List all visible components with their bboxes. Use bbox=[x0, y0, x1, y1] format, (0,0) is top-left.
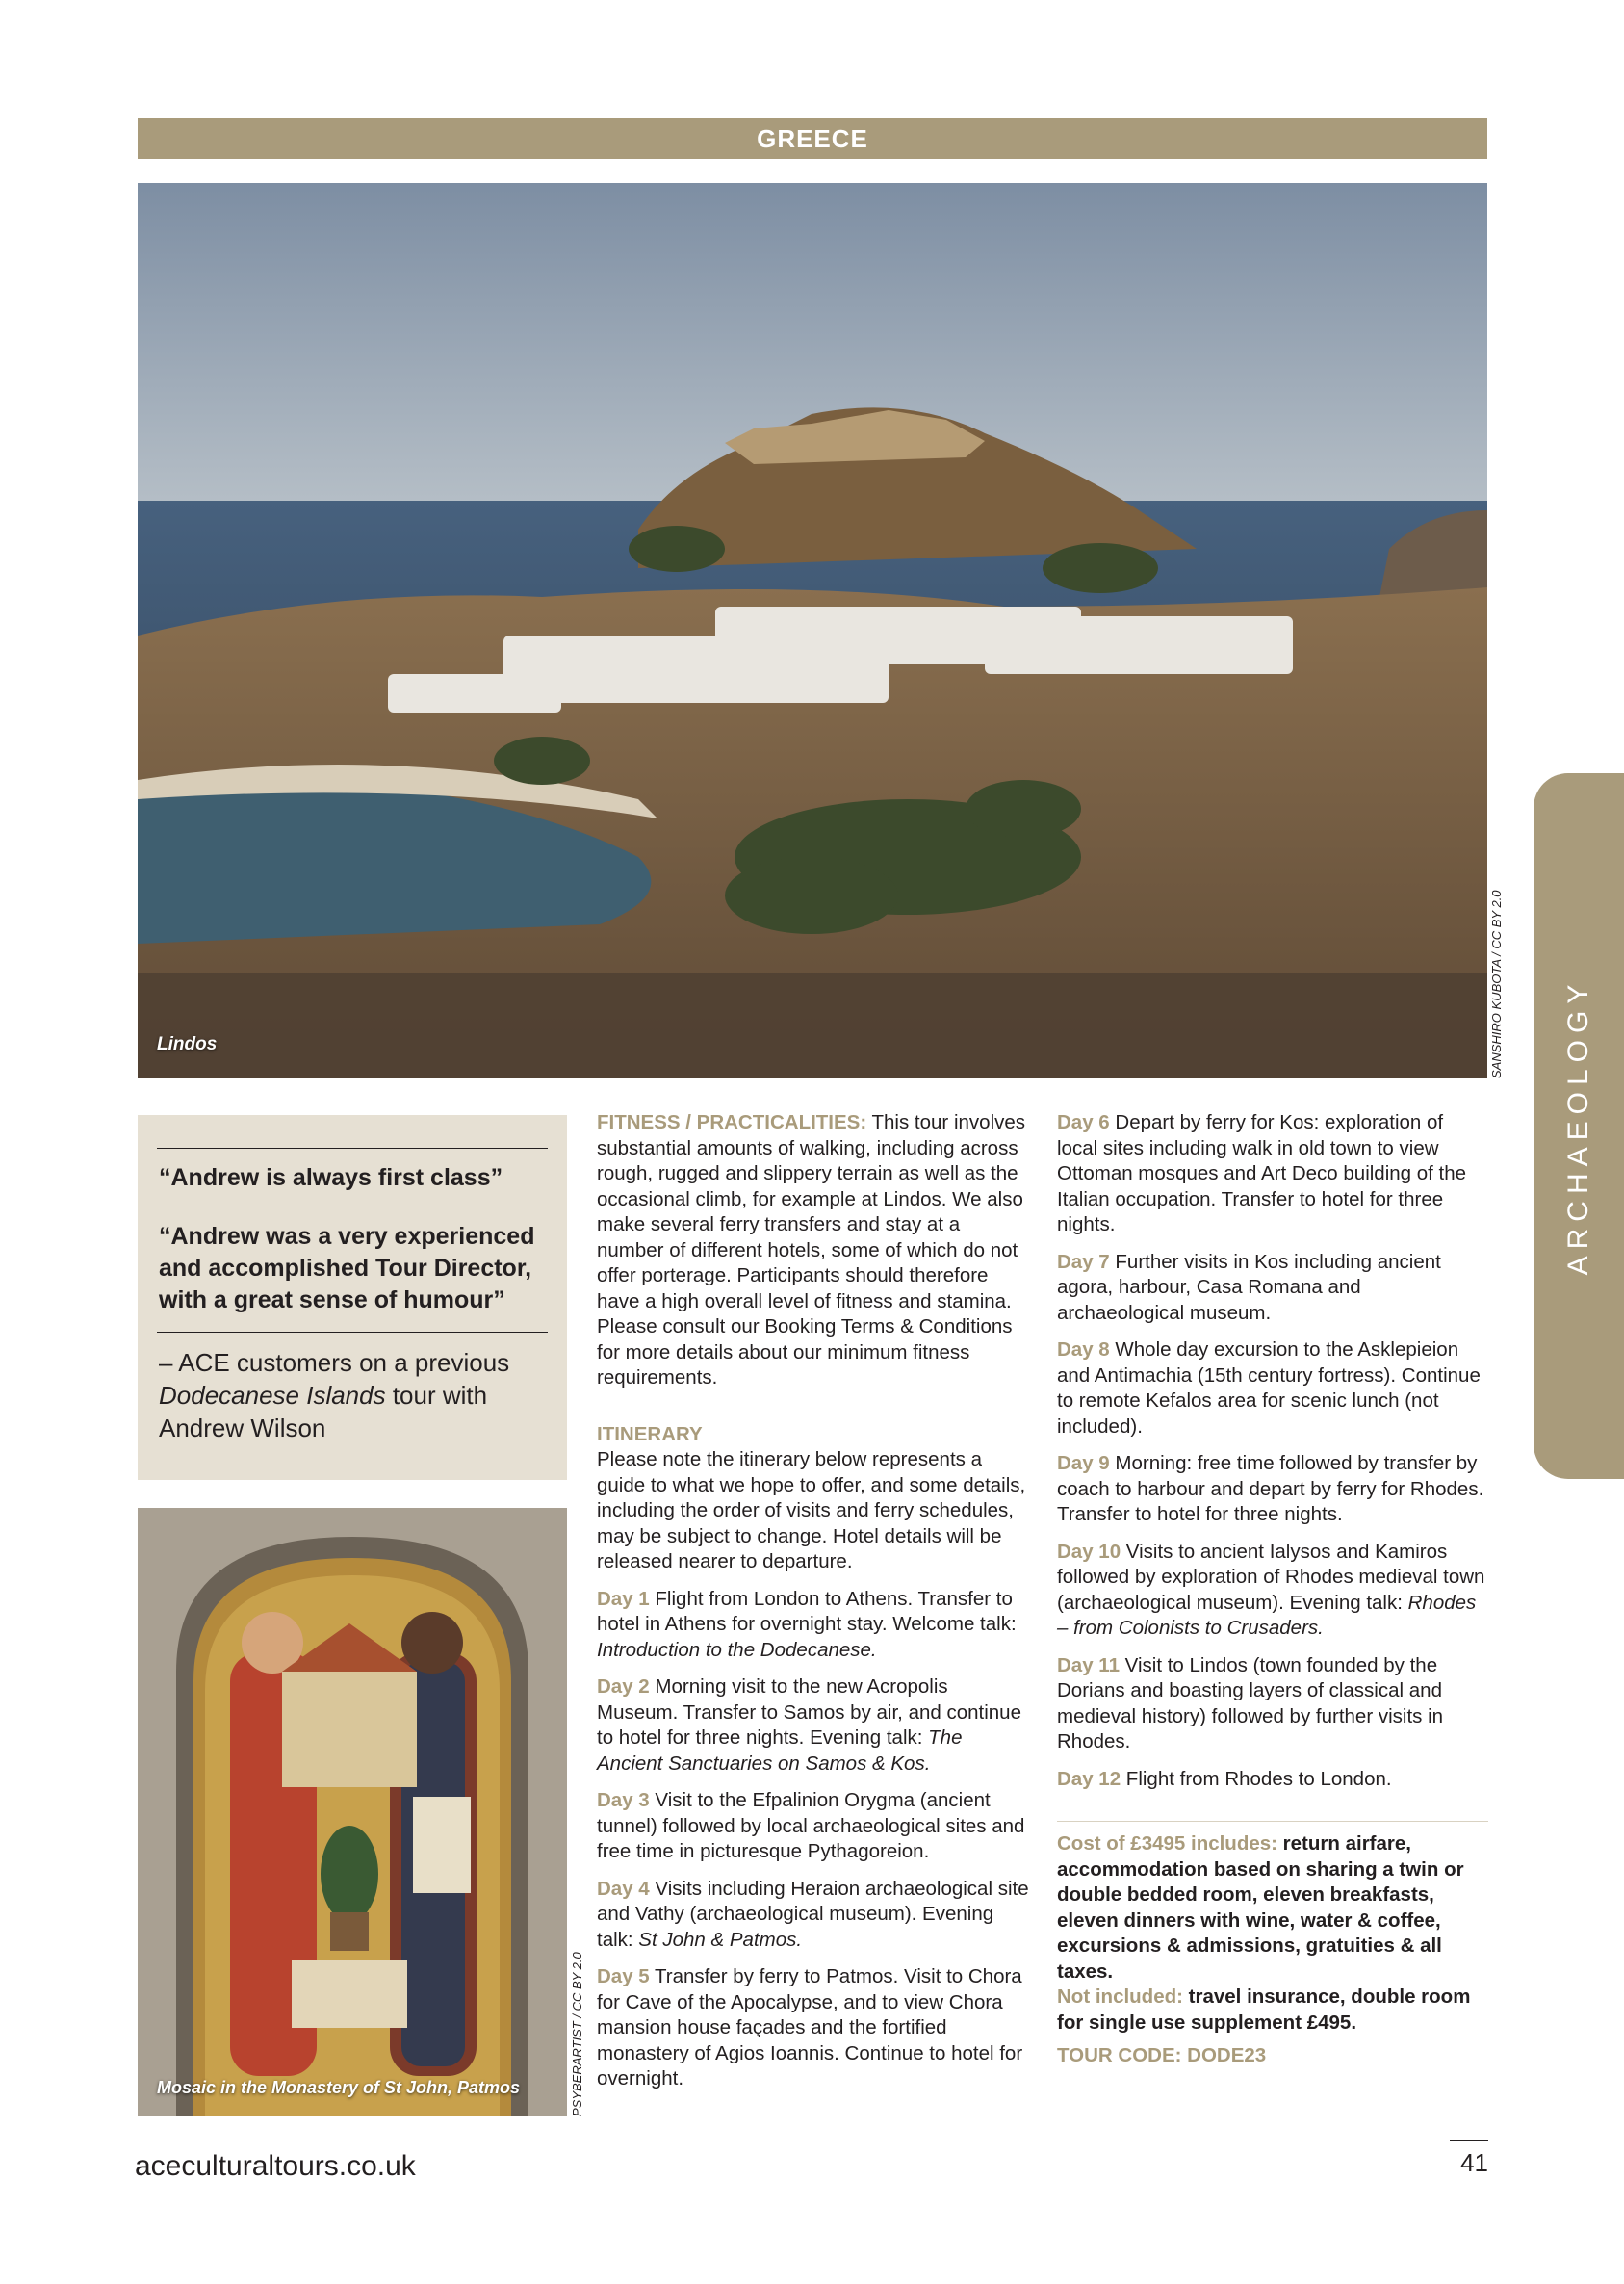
day-6: Day 6 Depart by ferry for Kos: exploration of local sites including walk in old town to view Ottoman mosques and Art Deco building of the Italian occupation. Transfer to hotel for three nights. bbox=[1057, 1111, 1467, 1235]
lindos-photo bbox=[138, 183, 1487, 1078]
mosaic-illustration bbox=[138, 1508, 567, 2116]
quote-1: “Andrew is always first class” bbox=[159, 1164, 503, 1191]
day-4: Day 4 Visits including Heraion archaeological site and Vathy (archaeological museum). Evening talk: St John & Patmos. bbox=[597, 1877, 1029, 1951]
day-8: Day 8 Whole day excursion to the Asklepieion and Antimachia (15th century fortress). Continue to remote Kefalos area for scenic lunch (not included). bbox=[1057, 1338, 1481, 1438]
cost-not-included: Not included: travel insurance, double room for single use supplement £495. bbox=[1057, 1986, 1471, 2034]
day-11: Day 11 Visit to Lindos (town founded by the Dorians and boasting layers of classical and medieval history) followed by further visits in Rhodes. bbox=[1057, 1653, 1444, 1752]
day-5: Day 5 Transfer by ferry to Patmos. Visit to Chora for Cave of the Apocalypse, and to view Chora mansion house façades and the fortified monastery of Agios Ioannis. Continue to hotel for overnight. bbox=[597, 1965, 1023, 2089]
mosaic-photo-credit: PSYBERARTIST / CC BY 2.0 bbox=[570, 1952, 584, 2116]
lindos-caption: Lindos bbox=[157, 1034, 218, 1054]
day-7: Day 7 Further visits in Kos including ancient agora, harbour, Casa Romana and archaeological museum. bbox=[1057, 1250, 1441, 1324]
country-banner: GREECE bbox=[138, 118, 1487, 159]
tour-code: TOUR CODE: DODE23 bbox=[1057, 2044, 1267, 2066]
mosaic-photo bbox=[138, 1508, 567, 2116]
fitness-paragraph: FITNESS / PRACTICALITIES: This tour involves substantial amounts of walking, including across rough, rugged and slippery terrain as well as the occasional climb, for example at Lindos. We also make several ferry transfers and stay at a number of different hotels, some of which do not offer porterage. Participants should therefore have a high overall level of fitness and stamina. Please consult our Booking Terms & Conditions for more details about our minimum fitness requirements. bbox=[597, 1111, 1026, 1389]
day-2: Day 2 Morning visit to the new Acropolis Museum. Transfer to Samos by air, and continue to hotel for three nights. Evening talk: The Ancient Sanctuaries on Samos & Kos. bbox=[597, 1675, 1021, 1775]
day-10: Day 10 Visits to ancient Ialysos and Kamiros followed by exploration of Rhodes medieval town (archaeological museum). Evening talk: Rhodes – from Colonists to Crusaders. bbox=[1057, 1540, 1485, 1639]
itinerary-intro: Please note the itinerary below represents a guide to what we hope to offer, and some details, including the order of visits and ferry schedules, may be subject to change. Hotel details will be released nearer to departure. bbox=[597, 1448, 1026, 1572]
hero-photo-credit: SANSHIRO KUBOTA / CC BY 2.0 bbox=[1489, 890, 1504, 1078]
column-right bbox=[1057, 1110, 1488, 2081]
section-tab-archaeology bbox=[1534, 773, 1624, 1479]
day-9: Day 9 Morning: free time followed by transfer by coach to harbour and depart by ferry for Rhodes. Transfer to hotel for three nights. bbox=[1057, 1452, 1484, 1525]
cost-divider bbox=[1057, 1821, 1488, 1822]
page-number: 41 bbox=[1450, 2140, 1488, 2178]
quote-2: “Andrew was a very experienced and accomplished Tour Director, with a great sense of humour” bbox=[159, 1223, 535, 1313]
customer-quotes-box bbox=[138, 1115, 567, 1480]
day-3: Day 3 Visit to the Efpalinion Orygma (ancient tunnel) followed by local archaeological sites and free time in picturesque Pythagoreion. bbox=[597, 1789, 1025, 1862]
itinerary-heading: ITINERARY bbox=[597, 1422, 703, 1445]
website-url[interactable]: aceculturaltours.co.uk bbox=[135, 2150, 416, 2182]
mosaic-caption: Mosaic in the Monastery of St John, Patmos bbox=[157, 2078, 521, 2097]
cost-includes: Cost of £3495 includes: return airfare, accommodation based on sharing a twin or double bedded room, eleven breakfasts, eleven dinners with wine, water & coffee, excursions & admissions, gratuities & all taxes. bbox=[1057, 1832, 1464, 1983]
section-tab-label: ARCHAEOLOGY bbox=[1562, 977, 1594, 1275]
quote-divider-top bbox=[157, 1148, 548, 1149]
quote-attribution: – ACE customers on a previous Dodecanese Islands tour with Andrew Wilson bbox=[159, 1348, 510, 1442]
quote-divider-bottom bbox=[157, 1332, 548, 1333]
column-middle bbox=[597, 1110, 1030, 2104]
lindos-landscape-illustration bbox=[138, 183, 1487, 1078]
day-12: Day 12 Flight from Rhodes to London. bbox=[1057, 1767, 1392, 1790]
day-1: Day 1 Flight from London to Athens. Transfer to hotel in Athens for overnight stay. Welcome talk: Introduction to the Dodecanese. bbox=[597, 1587, 1017, 1661]
